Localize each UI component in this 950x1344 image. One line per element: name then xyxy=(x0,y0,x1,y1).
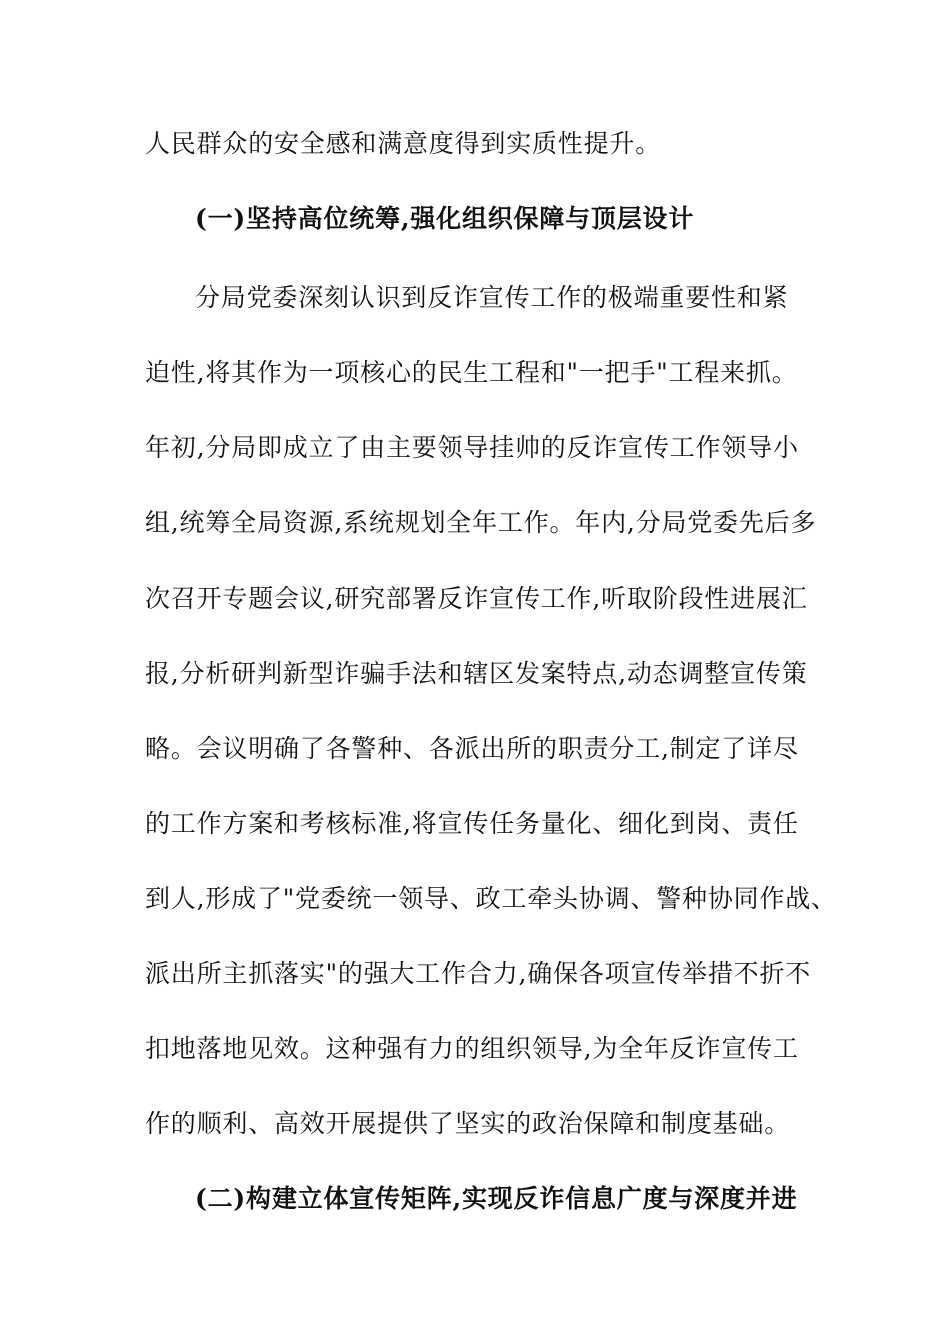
section-heading: (二)构建立体宣传矩阵,实现反诈信息广度与深度并进 xyxy=(195,1184,798,1213)
paragraph-line: 作的顺利、高效开展提供了坚实的政治保障和制度基础。 xyxy=(145,1109,791,1138)
paragraph-line: 人民群众的安全感和满意度得到实质性提升。 xyxy=(145,129,662,158)
section-heading: (一)坚持高位统筹,强化组织保障与顶层设计 xyxy=(195,204,695,233)
paragraph-line: 的工作方案和考核标准,将宣传任务量化、细化到岗、责任 xyxy=(145,809,799,838)
paragraph-line: 报,分析研判新型诈骗手法和辖区发案特点,动态调整宣传策 xyxy=(145,659,808,688)
paragraph-line: 到人,形成了"党委统一领导、政工牵头协调、警种协同作战、 xyxy=(145,884,837,913)
paragraph-line: 组,统筹全局资源,系统规划全年工作。年内,分局党委先后多 xyxy=(145,508,817,537)
paragraph-line: 派出所主抓落实"的强大工作合力,确保各项宣传举措不折不 xyxy=(145,959,812,988)
paragraph-line: 年初,分局即成立了由主要领导挂帅的反诈宣传工作领导小 xyxy=(145,433,799,462)
paragraph-line: 扣地落地见效。这种强有力的组织领导,为全年反诈宣传工 xyxy=(145,1034,799,1063)
paragraph-line: 分局党委深刻认识到反诈宣传工作的极端重要性和紧 xyxy=(195,283,789,312)
paragraph-line: 迫性,将其作为一项核心的民生工程和"一把手"工程来抓。 xyxy=(145,358,798,387)
paragraph-line: 略。会议明确了各警种、各派出所的职责分工,制定了详尽 xyxy=(145,734,799,763)
paragraph-line: 次召开专题会议,研究部署反诈宣传工作,听取阶段性进展汇 xyxy=(145,584,808,613)
